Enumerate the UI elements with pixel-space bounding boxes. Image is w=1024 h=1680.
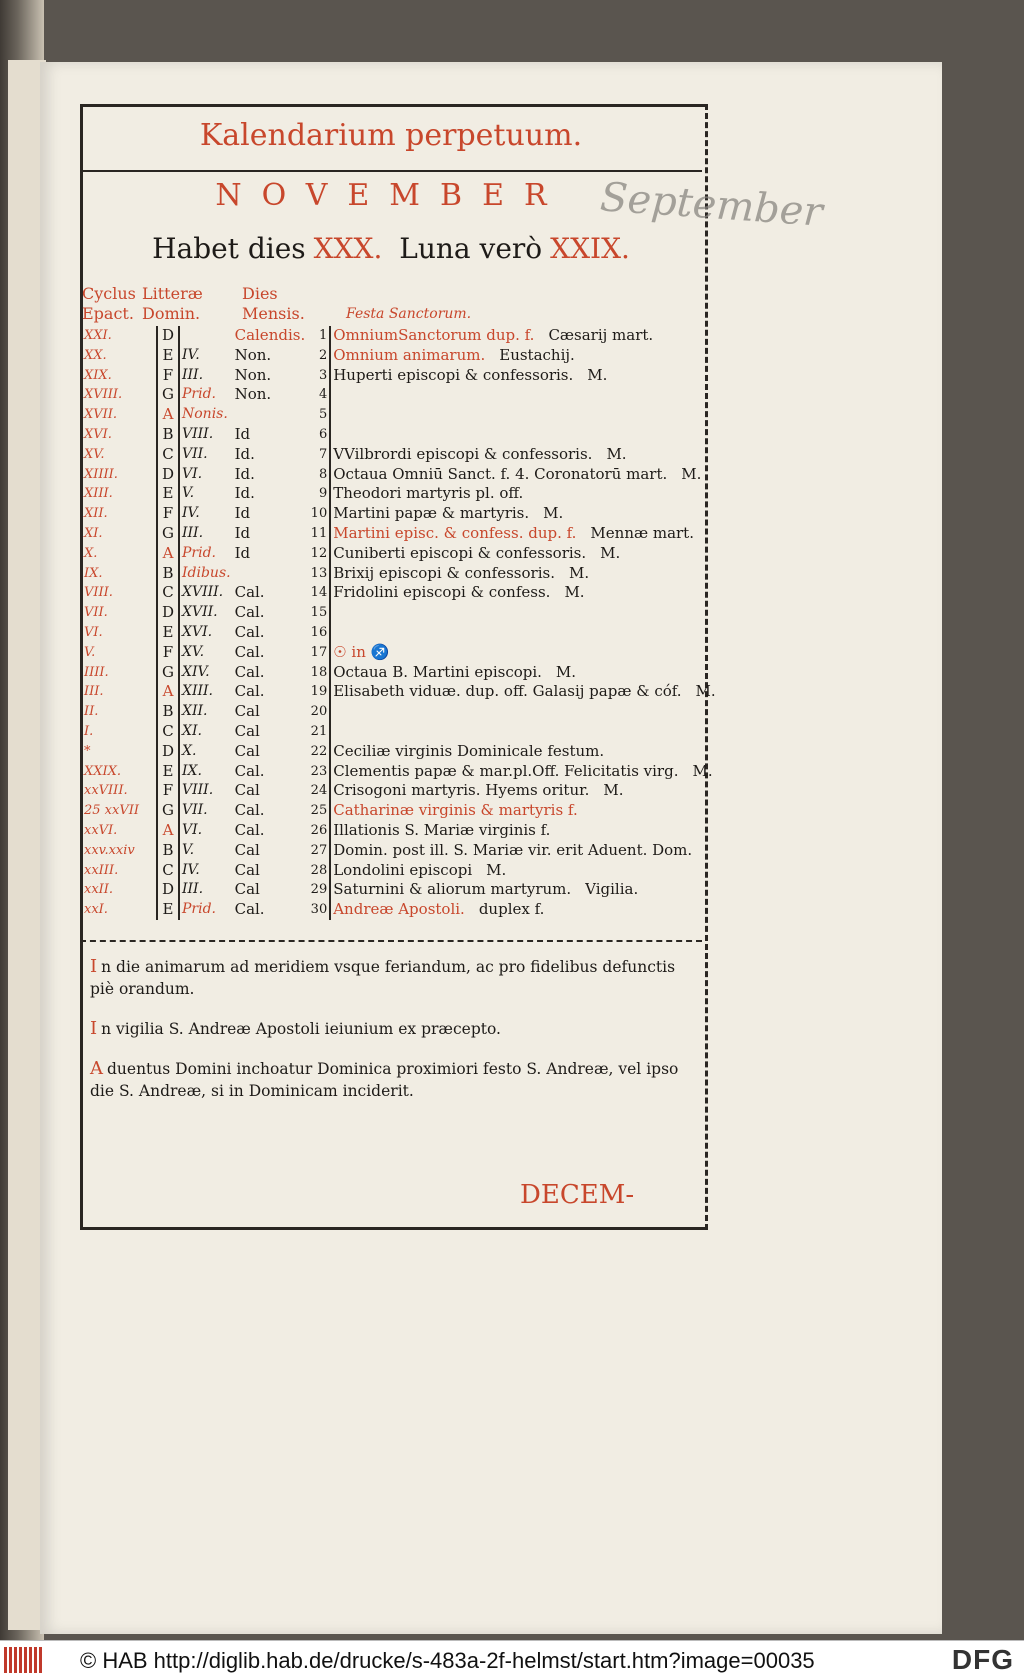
day-number-cell: 11: [307, 524, 330, 544]
feast-cell: [330, 425, 717, 445]
habet-prefix: Habet dies: [152, 232, 306, 265]
epact-cell: XII.: [84, 506, 108, 522]
feast-cell: [330, 880, 717, 900]
abbrev-cell: [233, 405, 308, 425]
dominical-letter-cell: D: [157, 742, 179, 762]
abbrev-cell: Non.: [234, 385, 272, 404]
day-number-cell: 7: [307, 445, 330, 465]
abbrev-cell: Cal.: [234, 642, 265, 661]
table-row: [82, 603, 718, 623]
day-number-cell: 12: [307, 544, 330, 564]
epact-cell: XVI.: [84, 426, 112, 442]
feast-name: Huperti episcopi & confessoris.: [333, 365, 574, 384]
feast-name: Theodori martyris pl. off.: [333, 484, 524, 503]
table-row: [82, 465, 718, 485]
table-row: [82, 564, 718, 584]
dominical-letter-cell: C: [157, 722, 179, 742]
abbrev-cell: Cal.: [234, 622, 265, 641]
feast-cell: [330, 762, 717, 782]
dominical-letter-cell: B: [157, 564, 179, 584]
table-row: [82, 346, 718, 366]
abbrev-cell: Cal: [234, 860, 260, 879]
dominical-letter-cell: E: [157, 346, 179, 366]
dominical-letter-cell: D: [157, 465, 179, 485]
pencil-annotation: September: [598, 174, 825, 236]
abbrev-cell: Cal.: [234, 583, 265, 602]
feast-cell: [330, 702, 717, 722]
abbrev-cell: Non.: [234, 345, 272, 364]
epact-cell: V.: [84, 644, 96, 660]
roman-day-cell: VIII.: [179, 781, 233, 801]
dfg-logo: DFG: [951, 1644, 1014, 1675]
epact-cell: xxVIII.: [84, 783, 128, 799]
roman-day-cell: XIV.: [179, 663, 233, 683]
feast-cell: [330, 603, 717, 623]
dominical-letter-cell: B: [157, 702, 179, 722]
epact-cell: xxII.: [84, 882, 114, 898]
abbrev-cell: Id: [234, 543, 251, 562]
roman-day-cell: VII.: [179, 801, 233, 821]
dominical-letter-cell: A: [157, 682, 179, 702]
epact-cell: XIX.: [84, 367, 112, 383]
epact-cell: XI.: [84, 525, 103, 541]
feast-cell: [330, 742, 717, 762]
roman-day-cell: XVI.: [179, 623, 233, 643]
abbrev-cell: Cal.: [234, 662, 265, 681]
epact-cell: X.: [84, 545, 98, 561]
roman-day-cell: Idibus.: [179, 564, 233, 584]
feast-cell: [330, 445, 717, 465]
day-number-cell: 14: [307, 583, 330, 603]
feast-extra: M.: [568, 563, 590, 582]
day-number-cell: 16: [307, 623, 330, 643]
feast-cell: [330, 623, 717, 643]
feast-cell: [330, 861, 717, 881]
roman-day-cell: III.: [179, 524, 233, 544]
roman-day-cell: XII.: [179, 702, 233, 722]
dominical-letter-cell: G: [157, 385, 179, 405]
feast-name: Omnium animarum.: [333, 345, 486, 364]
catchword: DECEM-: [520, 1180, 635, 1210]
feast-name: Octaua Omniū Sanct. f. 4. Coronatorū mart.: [333, 464, 668, 483]
feast-extra: M.: [681, 464, 702, 483]
roman-day-cell: Prid.: [179, 385, 233, 405]
feast-name: Andreæ Apostoli.: [333, 900, 465, 919]
table-row: [82, 623, 718, 643]
epact-cell: xxv.xxiv: [84, 842, 135, 858]
luna-prefix: Luna verò: [399, 232, 543, 265]
roman-day-cell: [179, 326, 233, 346]
dominical-letter-cell: E: [157, 623, 179, 643]
dominical-letter-cell: A: [157, 405, 179, 425]
day-number-cell: 15: [307, 603, 330, 623]
dominical-letter-cell: G: [157, 663, 179, 683]
day-number-cell: 20: [307, 702, 330, 722]
epact-cell: XVIII.: [84, 387, 123, 403]
month-heading: NOVEMBER: [215, 178, 567, 213]
abbrev-cell: Cal.: [234, 761, 265, 780]
col-festa: Festa Sanctorum.: [346, 306, 472, 322]
abbrev-cell: Cal.: [234, 801, 265, 820]
table-row: [82, 405, 718, 425]
day-number-cell: 25: [307, 801, 330, 821]
page-title: Kalendarium perpetuum.: [199, 118, 583, 153]
source-url[interactable]: © HAB http://diglib.hab.de/drucke/s-483a-2f-helmst/start.htm?image=00035: [80, 1648, 815, 1673]
epact-cell: xxI.: [84, 902, 108, 918]
epact-cell: XXI.: [84, 328, 112, 343]
roman-day-cell: IV.: [179, 861, 233, 881]
table-row: [82, 781, 718, 801]
table-row: [82, 801, 718, 821]
epact-cell: VI.: [84, 624, 103, 640]
abbrev-cell: Cal.: [234, 820, 265, 839]
feast-name: VVilbrordi episcopi & confessoris.: [333, 444, 593, 463]
dominical-letter-cell: B: [157, 841, 179, 861]
feast-cell: [330, 722, 717, 742]
roman-day-cell: III.: [179, 880, 233, 900]
feast-cell: [330, 326, 717, 346]
note-text: duentus Domini inchoatur Dominica proximiori festo S. Andreæ, vel ipso die S. Andreæ, si in Dominicam inciderit.: [90, 1060, 679, 1100]
epact-cell: *: [84, 743, 91, 759]
feast-extra: M.: [695, 682, 716, 701]
days-count: XXX.: [313, 232, 383, 265]
day-number-cell: 26: [307, 821, 330, 841]
feast-cell: [330, 484, 717, 504]
note-text: n vigilia S. Andreæ Apostoli ieiunium ex præcepto.: [101, 1020, 501, 1038]
table-row: [82, 880, 718, 900]
feast-name: Domin. post ill. S. Mariæ vir. erit Aduent. Dom.: [333, 840, 693, 859]
table-row: [82, 544, 718, 564]
feast-cell: [330, 465, 717, 485]
dominical-letter-cell: E: [157, 762, 179, 782]
col-litterae: Litteræ: [142, 284, 203, 303]
dominical-letter-cell: C: [157, 861, 179, 881]
feast-name: Crisogoni martyris. Hyems oritur.: [333, 781, 590, 800]
feast-name: Martini papæ & martyris.: [333, 504, 530, 523]
day-number-cell: 27: [307, 841, 330, 861]
table-row: [82, 682, 718, 702]
feast-cell: [330, 366, 717, 386]
feast-extra: duplex f.: [478, 900, 545, 919]
day-number-cell: 18: [307, 663, 330, 683]
epact-cell: xxVI.: [84, 822, 118, 838]
epact-cell: XX.: [84, 347, 107, 363]
notes-rule: [80, 940, 702, 942]
epact-cell: VII.: [84, 605, 108, 621]
roman-day-cell: III.: [179, 366, 233, 386]
feast-extra: M.: [603, 781, 624, 800]
day-number-cell: 30: [307, 900, 330, 920]
abbrev-cell: Cal.: [234, 682, 265, 701]
roman-day-cell: IV.: [179, 504, 233, 524]
table-row: [82, 861, 718, 881]
feast-cell: [330, 346, 717, 366]
table-row: [82, 663, 718, 683]
title-rule: [80, 170, 702, 172]
day-number-cell: 24: [307, 781, 330, 801]
roman-day-cell: X.: [179, 742, 233, 762]
col-epact: Epact.: [82, 304, 134, 323]
feast-name: Elisabeth viduæ. dup. off. Galasij papæ & cóf.: [333, 682, 682, 701]
epact-cell: II.: [84, 704, 99, 720]
roman-day-cell: VI.: [179, 821, 233, 841]
feast-extra: M.: [543, 504, 564, 523]
feast-name: Saturnini & aliorum martyrum.: [333, 880, 572, 899]
note-2: [90, 1018, 696, 1040]
note-initial: I: [90, 956, 98, 977]
feast-name: Brixij episcopi & confessoris.: [333, 563, 555, 582]
feast-extra: Vigilia.: [585, 880, 639, 899]
table-row: [82, 702, 718, 722]
table-row: [82, 643, 718, 663]
roman-day-cell: IX.: [179, 762, 233, 782]
epact-cell: IIII.: [84, 664, 109, 680]
dominical-letter-cell: D: [157, 880, 179, 900]
feast-cell: [330, 781, 717, 801]
roman-day-cell: Prid.: [179, 900, 233, 920]
table-row: [82, 425, 718, 445]
feast-name: Fridolini episcopi & confess.: [333, 583, 551, 602]
abbrev-cell: Cal: [234, 741, 260, 760]
abbrev-cell: Cal: [234, 880, 260, 899]
dominical-letter-cell: D: [157, 603, 179, 623]
feast-name: Martini episc. & confess. dup. f.: [333, 523, 577, 542]
feast-extra: Cæsarij mart.: [548, 326, 654, 344]
day-number-cell: 9: [307, 484, 330, 504]
feast-cell: [330, 583, 717, 603]
dominical-letter-cell: A: [157, 544, 179, 564]
roman-day-cell: V.: [179, 484, 233, 504]
note-initial: I: [90, 1018, 98, 1039]
epact-cell: XV.: [84, 446, 105, 462]
notes-section: [90, 956, 696, 1120]
day-number-cell: 4: [307, 385, 330, 405]
feast-cell: [330, 524, 717, 544]
abbrev-cell: Id.: [234, 444, 255, 463]
note-1: [90, 956, 696, 1000]
day-number-cell: 1: [307, 326, 330, 346]
table-row: [82, 504, 718, 524]
note-initial: A: [90, 1058, 103, 1079]
dominical-letter-cell: C: [157, 445, 179, 465]
abbrev-cell: Id.: [234, 484, 255, 503]
feast-cell: [330, 841, 717, 861]
roman-day-cell: VI.: [179, 465, 233, 485]
feast-name: Cuniberti episcopi & confessoris.: [333, 543, 587, 562]
roman-day-cell: XV.: [179, 643, 233, 663]
feast-name: ☉ in ♐: [333, 642, 390, 661]
luna-count: XXIX.: [550, 232, 630, 265]
epact-cell: IX.: [84, 565, 103, 581]
feast-extra: Mennæ mart.: [590, 523, 694, 542]
note-3: [90, 1058, 696, 1102]
dominical-letter-cell: F: [157, 504, 179, 524]
feast-cell: [330, 564, 717, 584]
table-row: [82, 821, 718, 841]
day-number-cell: 5: [307, 405, 330, 425]
abbrev-cell: Cal: [234, 702, 260, 721]
table-row: [82, 445, 718, 465]
day-number-cell: 2: [307, 346, 330, 366]
feast-extra: M.: [564, 583, 585, 602]
feast-name: Londolini episcopi: [333, 860, 473, 879]
day-number-cell: 19: [307, 682, 330, 702]
dominical-letter-cell: D: [157, 326, 179, 346]
feast-cell: [330, 643, 717, 663]
roman-day-cell: Nonis.: [179, 405, 233, 425]
day-number-cell: 6: [307, 425, 330, 445]
roman-day-cell: V.: [179, 841, 233, 861]
day-number-cell: 29: [307, 880, 330, 900]
epact-cell: I.: [84, 723, 94, 739]
day-number-cell: 3: [307, 366, 330, 386]
table-row: [82, 385, 718, 405]
dominical-letter-cell: E: [157, 484, 179, 504]
epact-cell: XIII.: [84, 486, 113, 502]
dominical-letter-cell: G: [157, 801, 179, 821]
epact-cell: XIIII.: [84, 466, 118, 482]
day-number-cell: 23: [307, 762, 330, 782]
table-row: [82, 900, 718, 920]
table-row: [82, 484, 718, 504]
feast-cell: [330, 900, 717, 920]
epact-cell: XXIX.: [84, 763, 122, 779]
roman-day-cell: XI.: [179, 722, 233, 742]
epact-cell: VIII.: [84, 585, 113, 601]
epact-cell: XVII.: [84, 407, 118, 423]
feast-cell: [330, 801, 717, 821]
calendar-table: [82, 326, 718, 920]
dominical-letter-cell: F: [157, 366, 179, 386]
abbrev-cell: Id.: [234, 464, 255, 483]
day-number-cell: 21: [307, 722, 330, 742]
feast-extra: M.: [555, 662, 577, 681]
table-row: [82, 841, 718, 861]
feast-cell: [330, 385, 717, 405]
hab-logo-icon: [4, 1647, 44, 1673]
abbrev-cell: Non.: [234, 365, 272, 384]
abbrev-cell: Cal: [234, 721, 260, 740]
feast-name: Clementis papæ & mar.pl.Off. Felicitatis virg.: [333, 761, 679, 780]
dominical-letter-cell: F: [157, 781, 179, 801]
feast-name: Octaua B. Martini episcopi.: [333, 662, 542, 681]
dominical-letter-cell: A: [157, 821, 179, 841]
feast-extra: M.: [600, 543, 621, 562]
abbrev-cell: Cal.: [234, 900, 265, 919]
table-row: [82, 326, 718, 346]
feast-name: Catharinæ virginis & martyris f.: [333, 801, 578, 820]
feast-cell: [330, 821, 717, 841]
dominical-letter-cell: B: [157, 425, 179, 445]
abbrev-cell: Id: [234, 424, 251, 443]
days-line: [80, 232, 702, 265]
roman-day-cell: XIII.: [179, 682, 233, 702]
day-number-cell: 22: [307, 742, 330, 762]
roman-day-cell: Prid.: [179, 544, 233, 564]
day-number-cell: 17: [307, 643, 330, 663]
roman-day-cell: VIII.: [179, 425, 233, 445]
table-row: [82, 583, 718, 603]
table-row: [82, 762, 718, 782]
abbrev-cell: Id: [234, 523, 251, 542]
roman-day-cell: IV.: [179, 346, 233, 366]
dominical-letter-cell: F: [157, 643, 179, 663]
epact-cell: xxIII.: [84, 862, 119, 878]
table-row: [82, 742, 718, 762]
feast-cell: [330, 405, 717, 425]
feast-cell: [330, 544, 717, 564]
abbrev-cell: [233, 564, 308, 584]
abbrev-cell: Cal: [234, 840, 260, 859]
roman-day-cell: XVII.: [179, 603, 233, 623]
dominical-letter-cell: E: [157, 900, 179, 920]
roman-day-cell: VII.: [179, 445, 233, 465]
feast-extra: M.: [606, 444, 627, 463]
viewer-footer: [0, 1640, 1024, 1680]
col-dies: Dies: [242, 284, 278, 303]
abbrev-cell: Id: [234, 504, 251, 523]
abbrev-cell: Cal: [234, 781, 260, 800]
feast-name: Ceciliæ virginis Dominicale festum.: [333, 741, 605, 760]
table-row: [82, 722, 718, 742]
day-number-cell: 10: [307, 504, 330, 524]
feast-extra: M.: [587, 365, 608, 384]
dominical-letter-cell: C: [157, 583, 179, 603]
table-row: [82, 366, 718, 386]
dominical-letter-cell: G: [157, 524, 179, 544]
col-mensis: Mensis.: [242, 304, 305, 323]
col-cyclus: Cyclus: [82, 284, 136, 303]
feast-extra: M.: [692, 761, 713, 780]
feast-name: OmniumSanctorum dup. f.: [333, 326, 535, 344]
day-number-cell: 8: [307, 465, 330, 485]
note-text: n die animarum ad meridiem vsque feriandum, ac pro fidelibus defunctis piè orandum.: [90, 958, 676, 998]
table-row: [82, 524, 718, 544]
feast-extra: M.: [486, 860, 507, 879]
epact-cell: 25 xxVII: [84, 803, 139, 819]
feast-cell: [330, 663, 717, 683]
epact-cell: III.: [84, 684, 104, 700]
feast-extra: Eustachij.: [499, 345, 575, 364]
abbrev-cell: Calendis.: [234, 326, 306, 344]
abbrev-cell: Cal.: [234, 603, 265, 622]
roman-day-cell: XVIII.: [179, 583, 233, 603]
day-number-cell: 28: [307, 861, 330, 881]
feast-cell: [330, 504, 717, 524]
feast-cell: [330, 682, 717, 702]
col-domin: Domin.: [142, 304, 201, 323]
feast-name: Illationis S. Mariæ virginis f.: [333, 820, 551, 839]
day-number-cell: 13: [307, 564, 330, 584]
